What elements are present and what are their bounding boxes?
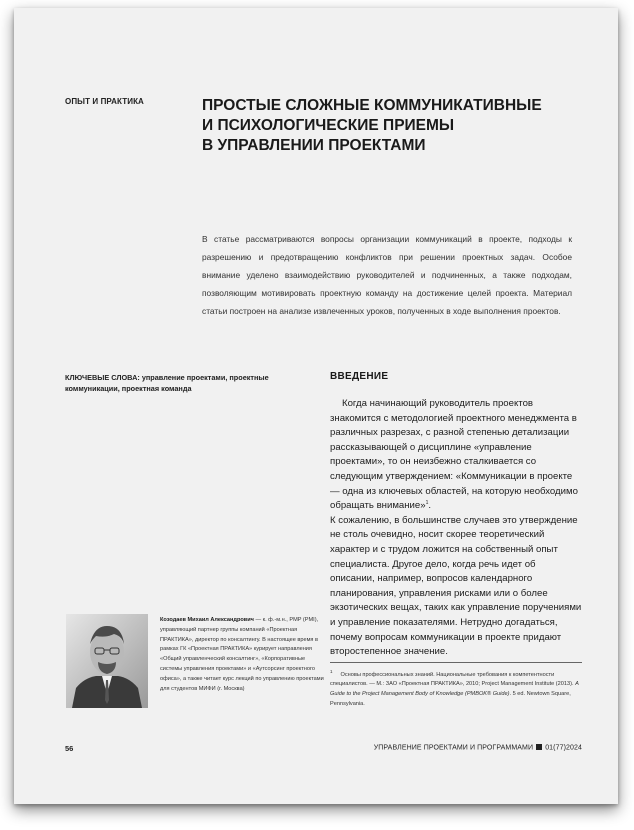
section-label: ОПЫТ И ПРАКТИКА xyxy=(65,97,144,106)
title-line: В УПРАВЛЕНИИ ПРОЕКТАМИ xyxy=(202,137,426,154)
keywords-text: управление проектами, проектные коммуникации, проектная команда xyxy=(65,373,269,393)
intro-paragraph-end: . xyxy=(428,500,432,512)
footnote-text-end: . 5 ed. Newtown Square, Pennsylvania. xyxy=(330,691,571,707)
title-line: ПРОСТЫЕ СЛОЖНЫЕ КОММУНИКАТИВНЫЕ xyxy=(202,97,542,114)
page-number: 56 xyxy=(65,744,74,753)
author-portrait-image xyxy=(66,614,148,708)
footnote xyxy=(330,667,582,709)
author-bio xyxy=(160,616,325,694)
intro-heading: ВВЕДЕНИЕ xyxy=(330,371,389,382)
intro-paragraph xyxy=(330,397,582,514)
journal-issue: 01(77)2024 xyxy=(545,744,582,752)
keywords-block xyxy=(65,372,315,394)
intro-paragraph-text: Когда начинающий руководитель проектов знакомится с методологией проектного менеджмента в различных разрезах, с разной степенью детализации рассказывающей о дисциплине «управление проектами», то он неизбежно сталкивается со следующим утверждением: «Коммуникации в проекте — одна из ключевых областей, на которую необходимо обращать внимание» xyxy=(330,398,578,512)
article-title xyxy=(202,96,592,156)
author-portrait-icon xyxy=(66,614,148,708)
journal-name: УПРАВЛЕНИЕ ПРОЕКТАМИ И ПРОГРАММАМИ xyxy=(373,744,534,752)
footnote-marker[interactable]: 1 xyxy=(425,499,429,506)
footnote-text: Основы профессиональных знаний. Национальные требования к компетентности специалистов. — М.: ЗАО «Проектная ПРАКТИКА», 2010; Project Management Institute (2013). xyxy=(330,671,576,688)
intro-paragraph: К сожалению, в большинстве случаев это утверждение не столь очевидно, носит скорее теоретический характер и с трудом ложится на собственный опыт специалиста. Другое дело, когда речь идет об описании, например, вопросов календарного планирования, управления рисками или о более экзотических вещах, таких как управление поручениями и управление показателями. Нетрудно догадаться, почему вопросам коммуникации в проекте придают второстепенное значение. xyxy=(330,514,582,658)
author-name: Козодаев Михаил Александрович xyxy=(160,617,254,623)
title-line: И ПСИХОЛОГИЧЕСКИЕ ПРИЕМЫ xyxy=(202,117,455,134)
footnote-italic: A Guide to the Project Management Body of Knowledge (PMBOK® Guide) xyxy=(330,681,579,698)
journal-footer xyxy=(374,744,582,752)
keywords-label: КЛЮЧЕВЫЕ СЛОВА: xyxy=(65,373,140,382)
separator-square-icon xyxy=(536,744,542,750)
footnote-divider xyxy=(330,662,582,663)
intro-body xyxy=(330,397,582,660)
author-bio-text: — к. ф.-м.н., PMP (PMI), управляющий партнер группы компаний «Проектная ПРАКТИКА», директор по консалтингу. В настоящее время в рамках ГК «Проектная ПРАКТИКА» курирует направления «Общий управленческий консалтинг», «Корпоративные системы управления проектами» и «Аутсорсинг проектного офиса», а также читает курс лекций по управлению проектами для студентов МИФИ (г. Москва) xyxy=(160,617,324,692)
footnote-number: 1 xyxy=(330,669,333,674)
article-abstract: В статье рассматриваются вопросы организации коммуникаций в проекте, подходы к разрешению и предотвращению конфликтов при решении проектных задач. Особое внимание уделено взаимодействию руководителей и подчиненных, а также подходам, позволяющим мотивировать проектную команду на достижение целей проекта. Материал статьи построен на анализе извлеченных уроков, полученных в ходе выполнения проектов. xyxy=(202,234,572,316)
